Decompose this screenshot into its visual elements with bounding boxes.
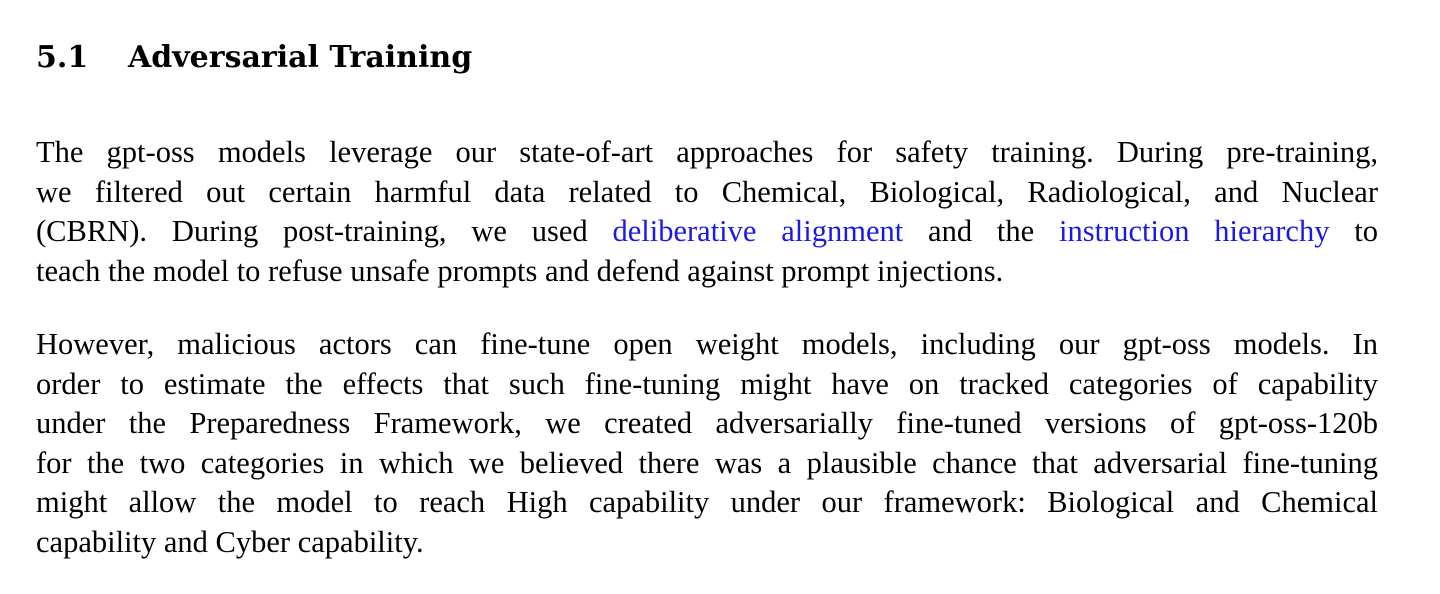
paragraph-line [36, 212, 1378, 252]
paragraph-safety-training [36, 133, 1378, 291]
text-segment: (CBRN). During post-training, we used [36, 214, 613, 248]
paragraph-adversarial-finetuning [36, 325, 1378, 562]
paragraph-line: for the two categories in which we believed there was a plausible chance that adversarial fine-tuning [36, 445, 1378, 480]
section-title: Adversarial Training [128, 40, 473, 75]
deliberative-alignment-link[interactable]: deliberative alignment [612, 214, 904, 248]
paragraph-line: The gpt-oss models leverage our state-of-art approaches for safety training. During pre-training, [36, 135, 1378, 169]
text-segment: to [1329, 214, 1378, 248]
paragraph-line: teach the model to refuse unsafe prompts and defend against prompt injections. [36, 253, 1004, 288]
paragraph-line: capability and Cyber capability. [36, 524, 424, 559]
text-segment: and the [903, 214, 1060, 248]
section-number: 5.1 [36, 40, 89, 75]
paragraph-line: However, malicious actors can fine-tune open weight models, including our gpt-oss models. In [36, 327, 1378, 361]
paragraph-line: under the Preparedness Framework, we created adversarially fine-tuned versions of gpt-oss-120b [36, 406, 1378, 440]
instruction-hierarchy-link[interactable]: instruction hierarchy [1059, 214, 1330, 248]
section-heading [36, 36, 472, 80]
paragraph-line: might allow the model to reach High capability under our framework: Biological and Chemical [36, 485, 1378, 519]
paragraph-line: order to estimate the effects that such fine-tuning might have on tracked categories of capability [36, 366, 1378, 401]
paragraph-line: we filtered out certain harmful data related to Chemical, Biological, Radiological, and Nuclear [36, 174, 1378, 209]
